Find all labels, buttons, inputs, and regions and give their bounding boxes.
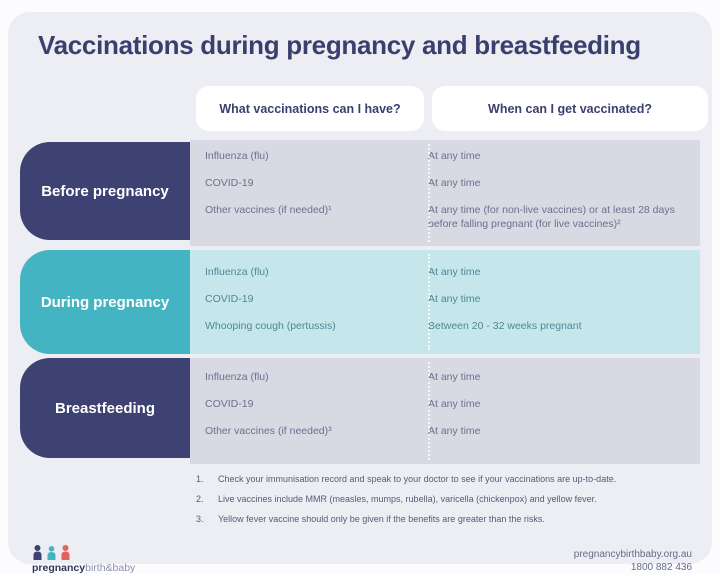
when-cell: Between 20 - 32 weeks pregnant [428,320,582,332]
vaccine-cell: COVID-19 [205,293,254,305]
column-separator [428,254,430,350]
column-header-vaccinations-label: What vaccinations can I have? [219,101,401,116]
when-cell: At any time [428,398,481,410]
footnote-marker: 3. [196,514,204,524]
section-tab-label: Breastfeeding [54,399,156,417]
footnote-marker: 2. [196,494,204,504]
column-header-when [432,86,708,131]
table-row [190,177,700,204]
vaccine-cell: COVID-19 [205,177,254,189]
table-row [190,150,700,177]
footnote-1 [196,474,696,484]
column-separator [428,144,430,242]
when-cell: At any time [428,293,481,305]
vaccine-cell: COVID-19 [205,398,254,410]
when-cell: At any time [428,425,481,437]
table-row [190,266,700,293]
footnote-text: Check your immunisation record and speak to your doctor to see if your vaccinations are up-to-date. [218,474,617,484]
logo-figures [32,545,135,560]
when-cell: At any time (for non-live vaccines) or at least 28 days before falling pregnant (for live vaccines)² [428,204,675,230]
table-row [190,398,700,425]
table-row [190,293,700,320]
section-band-before-pregnancy [190,140,700,246]
section-tab-during-pregnancy [20,250,190,354]
footnote-marker: 1. [196,474,204,484]
column-header-when-label: When can I get vaccinated? [488,101,652,116]
table-row [190,204,700,231]
vaccine-cell: Other vaccines (if needed)¹ [205,204,332,216]
logo-wordmark-bold: pregnancy [32,562,86,574]
footnote-text: Live vaccines include MMR (measles, mumps, rubella), varicella (chickenpox) and yellow fever. [218,494,597,504]
logo-wordmark-light: birth&baby [85,562,136,574]
section-tab-label: Before pregnancy [41,182,169,200]
when-cell: At any time [428,150,481,162]
footnote-2 [196,494,696,504]
section-tab-breastfeeding [20,358,190,458]
footer-phone: 1800 882 436 [630,562,692,573]
table-row [190,320,700,347]
infographic-card [8,12,712,574]
section-band-during-pregnancy [190,250,700,354]
vaccine-cell: Influenza (flu) [205,266,269,278]
when-cell: At any time [428,177,481,189]
page-title: Vaccinations during pregnancy and breastfeeding [38,30,641,60]
person-icon-coral [60,545,71,560]
section-tab-before-pregnancy [20,142,190,240]
person-icon-navy [32,545,43,560]
vaccine-cell: Influenza (flu) [205,371,269,383]
vaccine-cell: Influenza (flu) [205,150,269,162]
footnote-text: Yellow fever vaccine should only be given if the benefits are greater than the risks. [218,514,545,524]
table-row [190,425,700,452]
person-icon-teal [46,546,57,560]
column-separator [428,362,430,460]
vaccine-cell: Whooping cough (pertussis) [205,320,336,332]
vaccine-cell: Other vaccines (if needed)³ [205,425,332,437]
footer-contact [574,548,692,574]
when-cell: At any time [428,371,481,383]
brand-logo [32,545,135,574]
logo-wordmark [32,562,135,574]
footnotes [196,474,696,534]
footnote-3 [196,514,696,524]
table-row [190,371,700,398]
section-band-breastfeeding [190,358,700,464]
when-cell: At any time [428,266,481,278]
footer-website: pregnancybirthbaby.org.au [573,549,692,560]
section-tab-label: During pregnancy [40,293,170,311]
column-header-vaccinations [196,86,424,131]
